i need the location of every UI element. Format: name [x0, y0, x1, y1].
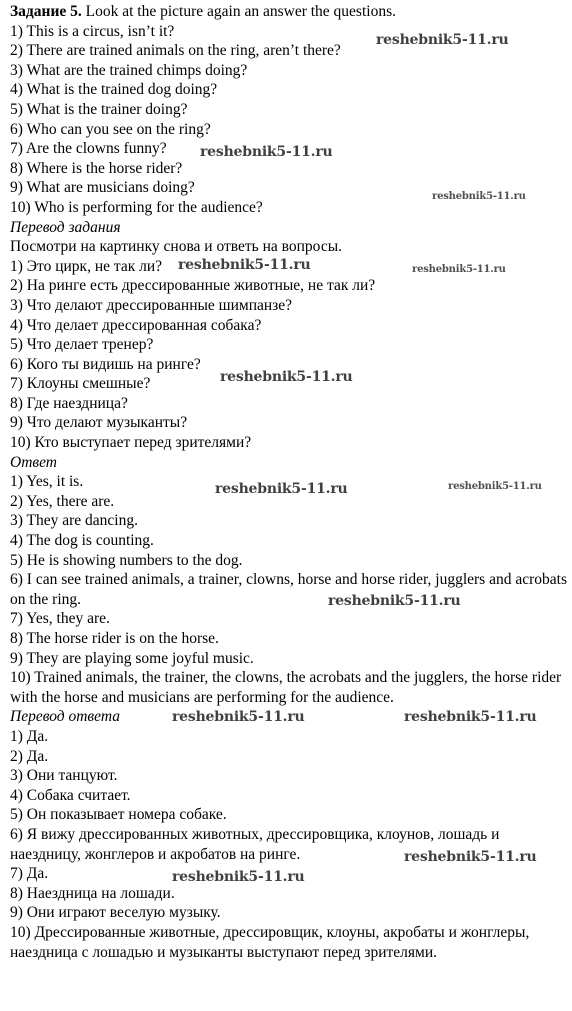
- watermark: reshebnik5-11.ru: [172, 869, 305, 885]
- question-en-item: 10) Who is performing for the audience?: [10, 198, 263, 216]
- answer-ru-item: 9) Они играют веселую музыку.: [10, 904, 221, 922]
- question-ru-item: 5) Что делает тренер?: [10, 336, 154, 354]
- answers-ru-list: [10, 727, 568, 962]
- answer-ru-item: 1) Да.: [10, 727, 49, 745]
- question-ru-item: 3) Что делают дрессированные шимпанзе?: [10, 296, 293, 314]
- answer-ru-item: 5) Он показывает номера собаке.: [10, 806, 227, 824]
- answer-ru-item: 4) Собака считает.: [10, 786, 131, 804]
- task-number-label: Задание 5.: [10, 3, 82, 20]
- answer-en-item: 9) They are playing some joyful music.: [10, 649, 254, 667]
- answer-ru-item: 7) Да.: [10, 865, 49, 883]
- answer-translation-heading: Перевод ответа: [10, 708, 120, 726]
- answer-en-item: 4) The dog is counting.: [10, 532, 154, 550]
- translation-heading: Перевод задания: [10, 218, 121, 236]
- answer-ru-item: 10) Дрессированные животные, дрессировщик, клоуны, акробаты и жонглеры, наездница с лошадью и музыканты выступают перед зрителями.: [10, 923, 530, 961]
- answer-en-item: 10) Trained animals, the trainer, the clowns, the acrobats and the jugglers, the horse rider with the horse and musicians are performing for the audience.: [10, 669, 562, 706]
- watermark: reshebnik5-11.ru: [376, 32, 509, 48]
- watermark: reshebnik5-11.ru: [200, 144, 333, 160]
- answer-en-item: 6) I can see trained animals, a trainer, clowns, horse and horse rider, jugglers and acrobats on the ring.: [10, 571, 567, 608]
- question-en-item: 6) Who can you see on the ring?: [10, 120, 211, 138]
- watermark: reshebnik5-11.ru: [220, 369, 353, 385]
- answer-ru-item: 6) Я вижу дрессированных животных, дрессировщика, клоунов, лошадь и наездницу, жонглеров и акробатов на ринге.: [10, 825, 500, 863]
- questions-ru-list: [10, 257, 568, 453]
- question-en-item: 8) Where is the horse rider?: [10, 159, 183, 177]
- watermark: reshebnik5-11.ru: [404, 709, 537, 725]
- watermark: reshebnik5-11.ru: [432, 191, 526, 202]
- question-en-item: 5) What is the trainer doing?: [10, 100, 188, 118]
- question-ru-item: 4) Что делает дрессированная собака?: [10, 316, 262, 334]
- answer-heading: Ответ: [10, 453, 57, 471]
- watermark: reshebnik5-11.ru: [448, 481, 542, 492]
- answer-ru-item: 2) Да.: [10, 747, 49, 765]
- answer-ru-item: 8) Наездница на лошади.: [10, 884, 175, 902]
- answer-en-item: 1) Yes, it is.: [10, 473, 84, 491]
- question-en-item: 3) What are the trained chimps doing?: [10, 61, 248, 79]
- task-prompt: Look at the picture again an answer the questions.: [85, 3, 396, 20]
- answer-ru-item: 3) Они танцуют.: [10, 767, 118, 785]
- question-ru-item: 2) На ринге есть дрессированные животные, не так ли?: [10, 277, 376, 295]
- question-en-item: 4) What is the trained dog doing?: [10, 81, 218, 99]
- question-en-item: 9) What are musicians doing?: [10, 179, 195, 197]
- question-en-item: 1) This is a circus, isn’t it?: [10, 22, 175, 40]
- question-ru-item: 7) Клоуны смешные?: [10, 375, 151, 393]
- question-en-item: 2) There are trained animals on the ring, aren’t there?: [10, 42, 341, 60]
- watermark: reshebnik5-11.ru: [172, 709, 305, 725]
- answer-en-item: 8) The horse rider is on the horse.: [10, 630, 219, 647]
- watermark: reshebnik5-11.ru: [412, 264, 506, 275]
- watermark: reshebnik5-11.ru: [178, 257, 311, 273]
- question-ru-item: 10) Кто выступает перед зрителями?: [10, 434, 252, 452]
- answer-en-item: 2) Yes, there are.: [10, 492, 115, 510]
- watermark: reshebnik5-11.ru: [404, 849, 537, 865]
- answers-en-list: [10, 472, 568, 707]
- question-ru-item: 8) Где наездница?: [10, 394, 128, 412]
- answer-en-item: 7) Yes, they are.: [10, 610, 110, 628]
- watermark: reshebnik5-11.ru: [328, 593, 461, 609]
- question-ru-item: 6) Кого ты видишь на ринге?: [10, 355, 201, 373]
- answer-en-item: 5) He is showing numbers to the dog.: [10, 551, 243, 569]
- watermark: reshebnik5-11.ru: [215, 481, 348, 497]
- answer-en-item: 3) They are dancing.: [10, 512, 138, 530]
- question-ru-item: 9) Что делают музыканты?: [10, 414, 188, 432]
- questions-en-list: [10, 22, 568, 218]
- task-header: [10, 2, 568, 22]
- translation-intro: Посмотри на картинку снова и ответь на вопросы.: [10, 238, 342, 256]
- question-ru-item: 1) Это цирк, не так ли?: [10, 257, 163, 275]
- question-en-item: 7) Are the clowns funny?: [10, 140, 167, 158]
